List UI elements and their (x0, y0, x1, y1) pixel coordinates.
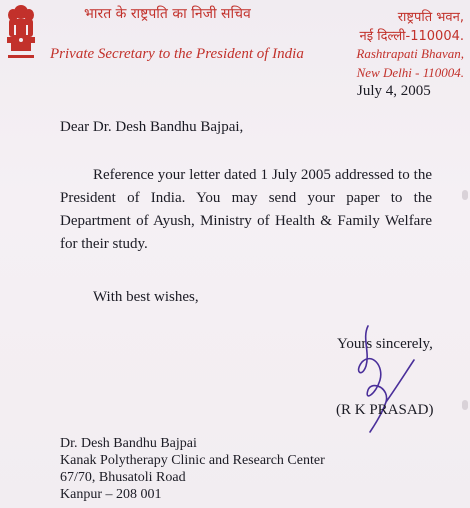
letterhead-hindi-title: भारत के राष्ट्रपति का निजी सचिव (84, 6, 251, 22)
punch-hole (462, 190, 468, 200)
signatory-name: (R K PRASAD) (336, 402, 434, 418)
national-emblem-icon (4, 3, 38, 65)
letter-date: July 4, 2005 (357, 83, 431, 99)
best-wishes: With best wishes, (93, 289, 199, 305)
address-hindi-line: नई दिल्ली-110004. (359, 29, 464, 44)
recipient-name: Dr. Desh Bandhu Bajpai (60, 436, 197, 451)
recipient-organization: Kanak Polytherapy Clinic and Research Center (60, 453, 325, 468)
letterhead-english-title: Private Secretary to the President of India (50, 46, 304, 62)
letter-body: Reference your letter dated 1 July 2005 addressed to the President of India. You may send your paper to the Department of Ayush, Ministry of Health & Family Welfare for their study. (60, 167, 432, 252)
address-hindi-line: राष्ट्रपति भवन, (397, 10, 464, 25)
recipient-street: 67/70, Bhusatoli Road (60, 470, 186, 485)
letterhead-address (356, 8, 464, 82)
salutation: Dear Dr. Desh Bandhu Bajpai, (60, 119, 244, 135)
address-english-line: New Delhi - 110004. (356, 65, 464, 80)
address-english-line: Rashtrapati Bhavan, (356, 46, 464, 61)
closing: Yours sincerely, (337, 336, 433, 352)
recipient-address (60, 435, 325, 503)
recipient-city: Kanpur – 208 001 (60, 487, 162, 502)
punch-hole (462, 400, 468, 410)
